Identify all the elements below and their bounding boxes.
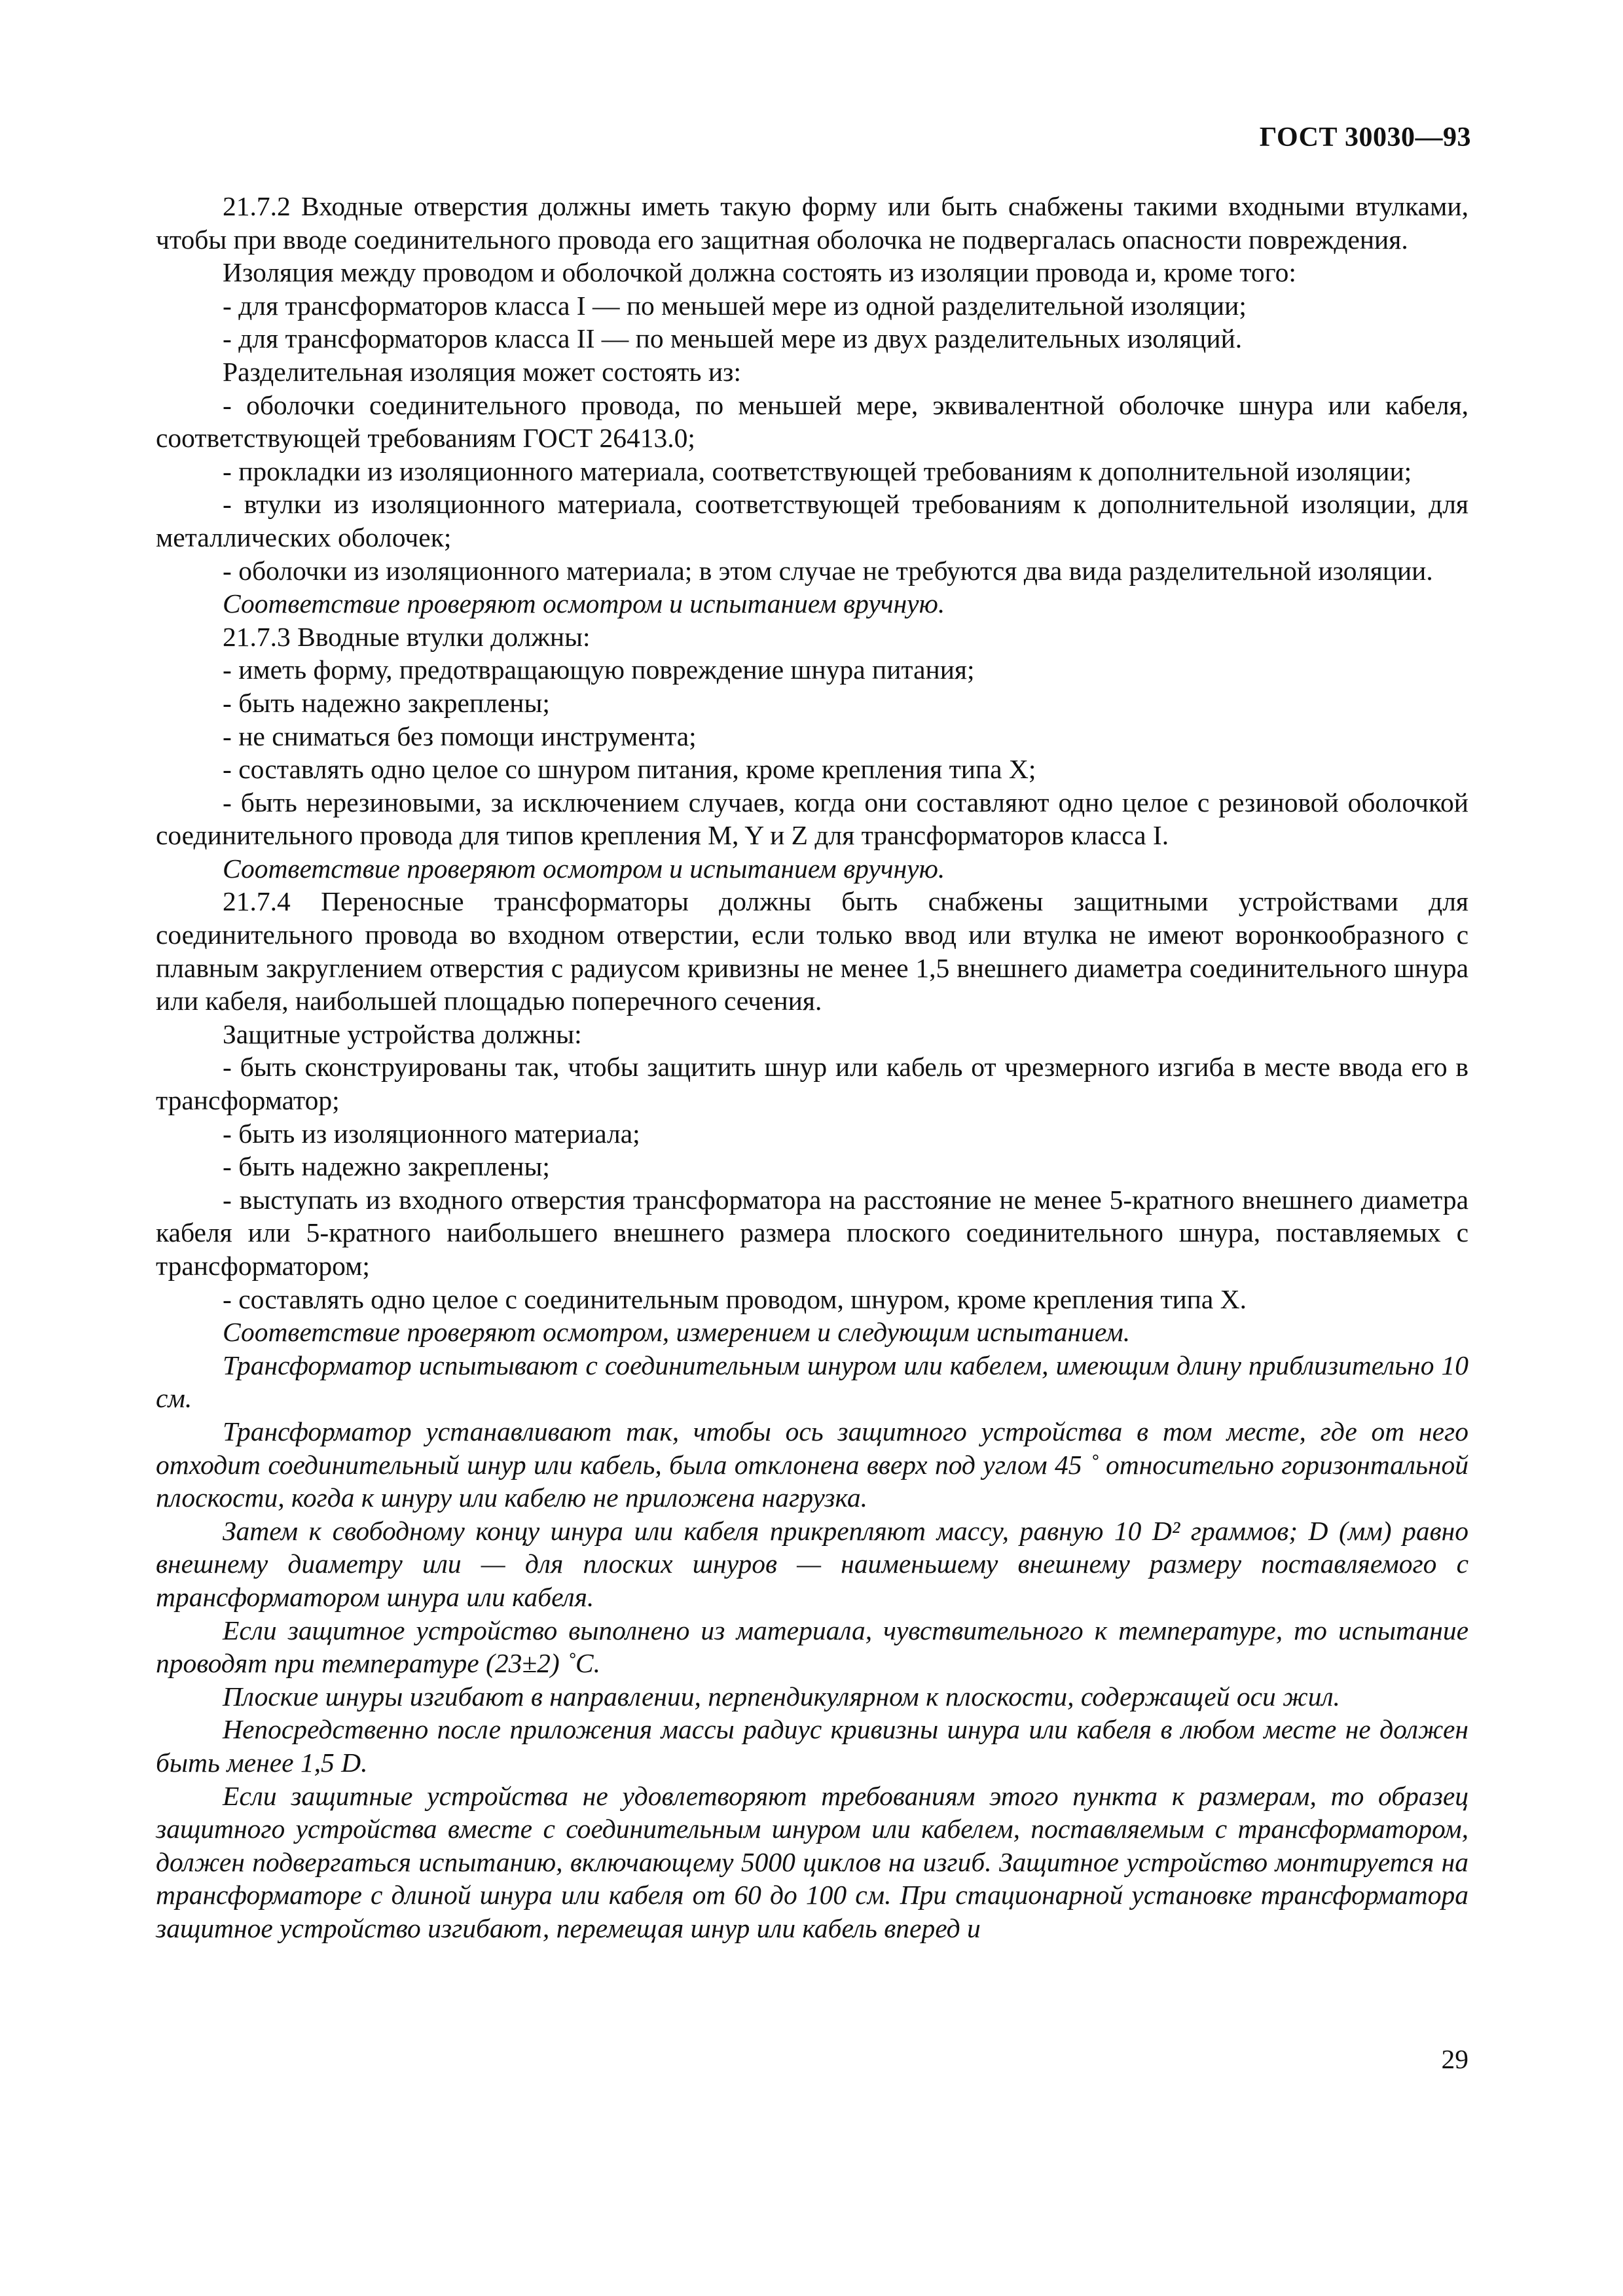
paragraph: - выступать из входного отверстия трансформатора на расстояние не менее 5-кратного внешнего диаметра кабеля или 5-кратного наибольшего внешнего размера плоского соединительного шнура, поставляемых с трансформатором; — [156, 1184, 1468, 1281]
paragraph: - быть из изоляционного материала; — [223, 1118, 640, 1149]
paragraph: - прокладки из изоляционного материала, соответствующей требованиям к дополнительной изоляции; — [223, 456, 1412, 486]
paragraph: - быть надежно закреплены; — [223, 687, 550, 718]
paragraph: - для трансформаторов класса I — по меньшей мере из одной разделительной изоляции; — [223, 290, 1247, 321]
paragraph: - быть сконструированы так, чтобы защитить шнур или кабель от чрезмерного изгиба в месте ввода его в трансформатор; — [156, 1052, 1468, 1116]
paragraph: 21.7.2 Входные отверстия должны иметь такую форму или быть снабжены такими входными втулками, чтобы при вводе соединительного провода его защитная оболочка не подвергалась опасности повреждения. — [156, 191, 1468, 255]
italic-paragraph: Непосредственно после приложения массы радиус кривизны шнура или кабеля в любом месте не должен быть менее 1,5 D. — [156, 1714, 1468, 1778]
paragraph: - иметь форму, предотвращающую повреждение шнура питания; — [223, 655, 975, 685]
italic-paragraph: Соответствие проверяют осмотром, измерением и следующим испытанием. — [223, 1317, 1131, 1348]
paragraph: 21.7.4 Переносные трансформаторы должны быть снабжены защитными устройствами для соединительного провода во входном отверстии, если только ввод или втулка не имеют воронкообразного с плавным закруглением отверстия с радиусом кривизны не менее 1,5 внешнего диаметра соединительного шнура или кабеля, наибольшей площадью поперечного сечения. — [156, 886, 1468, 1016]
paragraph: 21.7.3 Вводные втулки должны: — [223, 621, 591, 652]
page-number: 29 — [1441, 2044, 1468, 2074]
italic-paragraph: Если защитное устройство выполнено из материала, чувствительного к температуре, то испытание проводят при температуре (23±2) ˚С. — [156, 1615, 1468, 1679]
paragraph: Изоляция между проводом и оболочкой должна состоять из изоляции провода и, кроме того: — [223, 257, 1296, 288]
paragraph: - составлять одно целое с соединительным проводом, шнуром, кроме крепления типа X. — [223, 1283, 1247, 1314]
italic-paragraph: Соответствие проверяют осмотром и испытанием вручную. — [223, 588, 945, 619]
paragraph: - быть нерезиновыми, за исключением случаев, когда они составляют одно целое с резиновой оболочкой соединительного провода для типов крепления M, Y и Z для трансформаторов класса I. — [156, 787, 1468, 851]
italic-paragraph: Затем к свободному концу шнура или кабеля прикрепляют массу, равную 10 D² граммов; D (мм) равно внешнему диаметру или — для плоских шнуров — наименьшему внешнему размеру поставляемого с трансформатором шнура или кабеля. — [156, 1515, 1468, 1612]
paragraph: - втулки из изоляционного материала, соответствующей требованиям к дополнительной изоляции, для металлических оболочек; — [156, 489, 1468, 552]
italic-paragraph: Соответствие проверяют осмотром и испытанием вручную. — [223, 853, 945, 884]
standard-header: ГОСТ 30030—93 — [1259, 122, 1471, 152]
italic-paragraph: Плоские шнуры изгибают в направлении, перпендикулярном к плоскости, содержащей оси жил. — [223, 1681, 1340, 1712]
document-body — [156, 190, 1468, 1945]
paragraph: - составлять одно целое со шнуром питания, кроме крепления типа X; — [223, 754, 1036, 785]
italic-paragraph: Если защитные устройства не удовлетворяют требованиям этого пункта к размерам, то образец защитного устройства вместе с соединительным шнуром или кабелем, поставляемым с трансформатором, должен подвергаться испытанию, включающему 5000 циклов на изгиб. Защитное устройство монтируется на трансформаторе с длиной шнура или кабеля от 60 до 100 см. При стационарной установке трансформатора защитное устройство изгибают, перемещая шнур или кабель вперед и — [156, 1780, 1468, 1943]
italic-paragraph: Трансформатор устанавливают так, чтобы ось защитного устройства в том месте, где от него отходит соединительный шнур или кабель, была отклонена вверх под углом 45 ˚ относительно горизонтальной плоскости, когда к шнуру или кабелю не приложена нагрузка. — [156, 1416, 1468, 1513]
paragraph: - оболочки соединительного провода, по меньшей мере, эквивалентной оболочке шнура или кабеля, соответствующей требованиям ГОСТ 26413.0; — [156, 389, 1468, 454]
paragraph: - не сниматься без помощи инструмента; — [223, 721, 697, 751]
paragraph: Защитные устройства должны: — [223, 1018, 582, 1049]
paragraph: - оболочки из изоляционного материала; в этом случае не требуются два вида разделительной изоляции. — [223, 555, 1433, 586]
paragraph: - быть надежно закреплены; — [223, 1151, 550, 1182]
italic-paragraph: Трансформатор испытывают с соединительным шнуром или кабелем, имеющим длину приблизительно 10 см. — [156, 1350, 1468, 1414]
paragraph: - для трансформаторов класса II — по меньшей мере из двух разделительных изоляций. — [223, 323, 1243, 354]
paragraph: Разделительная изоляция может состоять из: — [223, 356, 741, 387]
